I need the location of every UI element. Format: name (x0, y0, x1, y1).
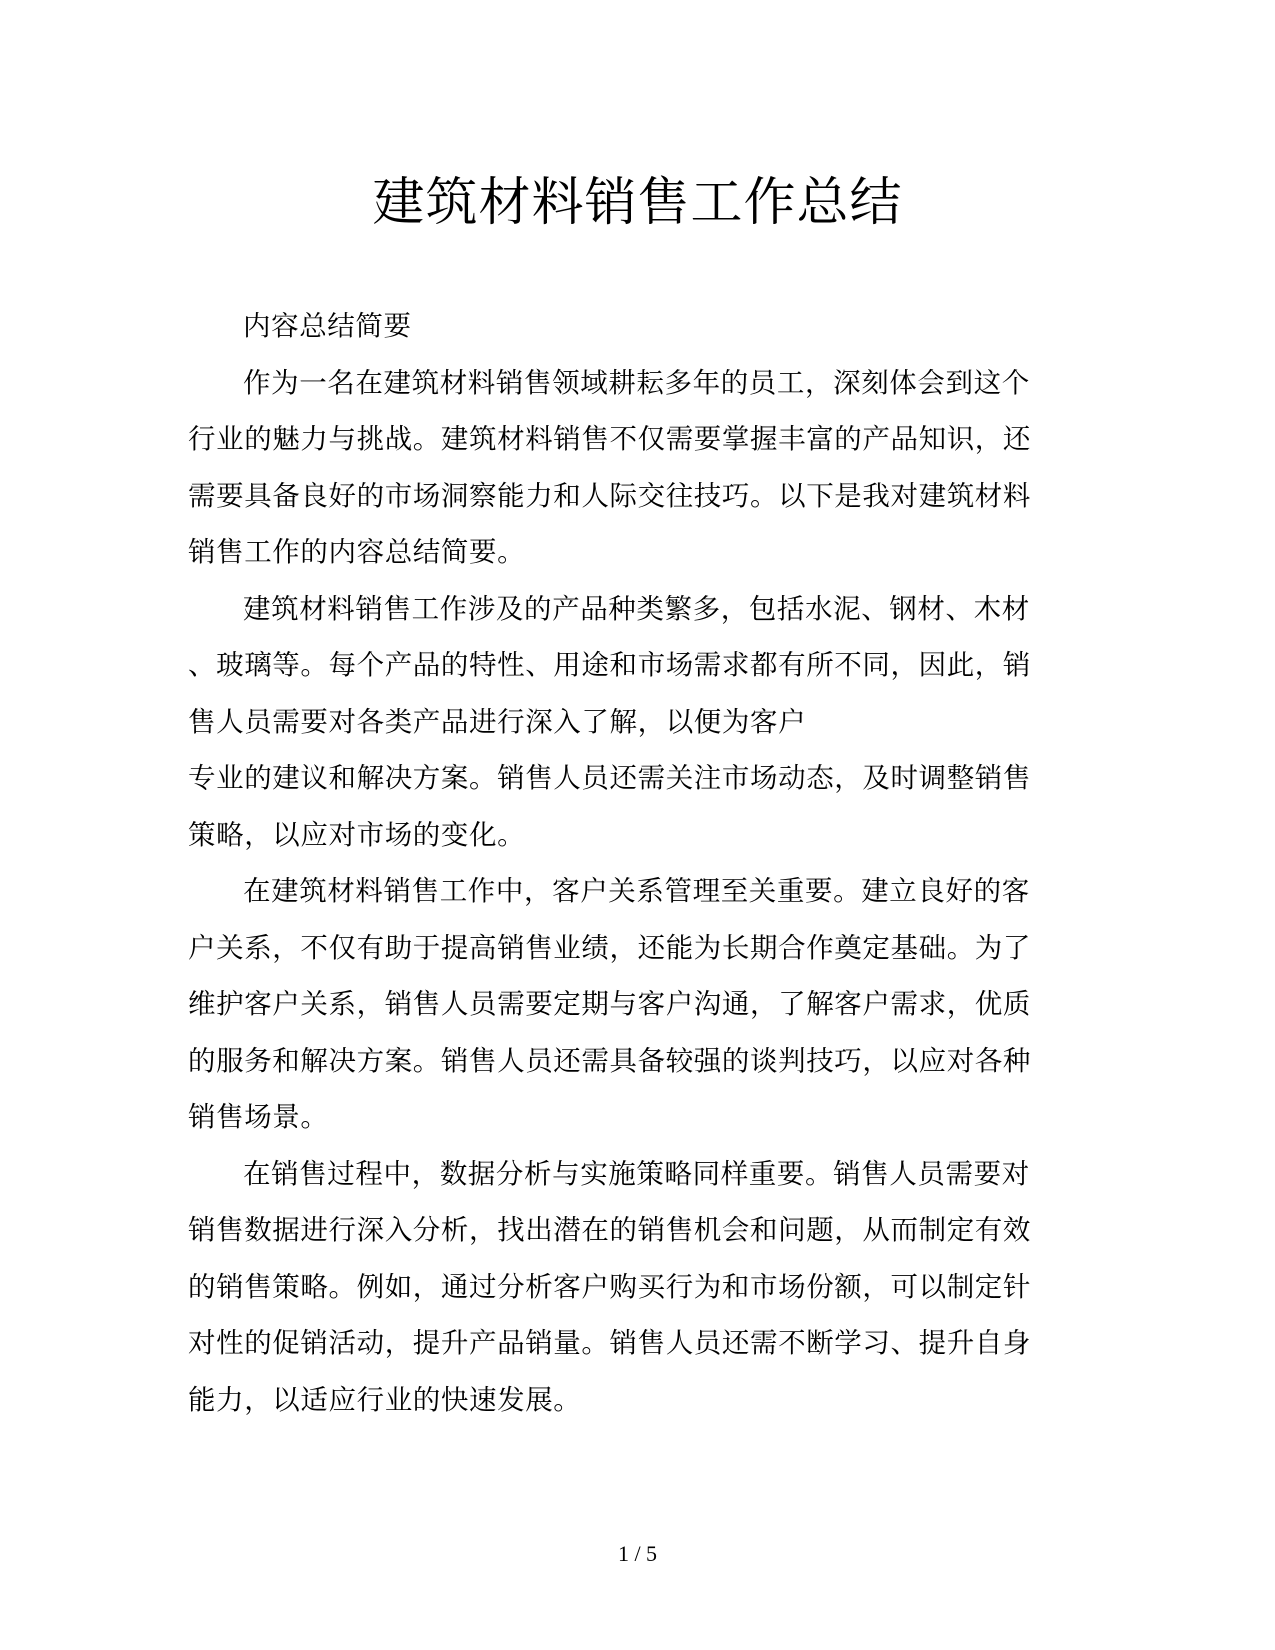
text-line: 户关系，不仅有助于提高销售业绩，还能为长期合作奠定基础。为了 (188, 931, 1031, 964)
text-line: 销售工作的内容总结简要。 (188, 536, 526, 568)
text-line: 专业的建议和解决方案。销售人员还需关注市场动态，及时调整销售 (188, 762, 1031, 794)
text-line: 在销售过程中，数据分析与实施策略同样重要。销售人员需要对 (243, 1157, 1030, 1190)
text-line: 销售场景。 (188, 1101, 329, 1133)
paragraph-products (188, 581, 1068, 864)
document-body (188, 298, 1068, 1428)
paragraph-summary-heading (188, 298, 1068, 355)
text-line: 对性的促销活动，提升产品销量。销售人员还需不断学习、提升自身 (188, 1327, 1031, 1359)
text-line: 能力，以适应行业的快速发展。 (188, 1383, 582, 1416)
text-line: 作为一名在建筑材料销售领域耕耘多年的员工，深刻体会到这个 (243, 366, 1030, 399)
paragraph-intro (188, 355, 1068, 581)
page-number: 1 / 5 (617, 1541, 658, 1566)
document-title: 建筑材料销售工作总结 (372, 173, 903, 233)
paragraph-data-analysis (188, 1146, 1068, 1429)
text-line: 的服务和解决方案。销售人员还需具备较强的谈判技巧，以应对各种 (188, 1044, 1031, 1077)
paragraph-customer-relations (188, 863, 1068, 1146)
text-line: 销售数据进行深入分析，找出潜在的销售机会和问题，从而制定有效 (188, 1214, 1031, 1246)
text-line: 需要具备良好的市场洞察能力和人际交往技巧。以下是我对建筑材料 (188, 479, 1031, 512)
text-line: 行业的魅力与挑战。建筑材料销售不仅需要掌握丰富的产品知识，还 (188, 423, 1031, 455)
text-line: 、玻璃等。每个产品的特性、用途和市场需求都有所不同，因此，销 (188, 649, 1031, 681)
text-line: 内容总结简要 (243, 310, 412, 342)
text-line: 策略，以应对市场的变化。 (188, 818, 526, 851)
text-line: 建筑材料销售工作涉及的产品种类繁多，包括水泥、钢材、木材 (243, 592, 1030, 625)
text-line: 售人员需要对各类产品进行深入了解，以便为客户 (188, 705, 807, 738)
text-line: 维护客户关系，销售人员需要定期与客户沟通，了解客户需求，优质 (188, 988, 1031, 1020)
text-line: 在建筑材料销售工作中，客户关系管理至关重要。建立良好的客 (243, 875, 1030, 907)
text-line: 的销售策略。例如，通过分析客户购买行为和市场份额，可以制定针 (188, 1270, 1031, 1303)
